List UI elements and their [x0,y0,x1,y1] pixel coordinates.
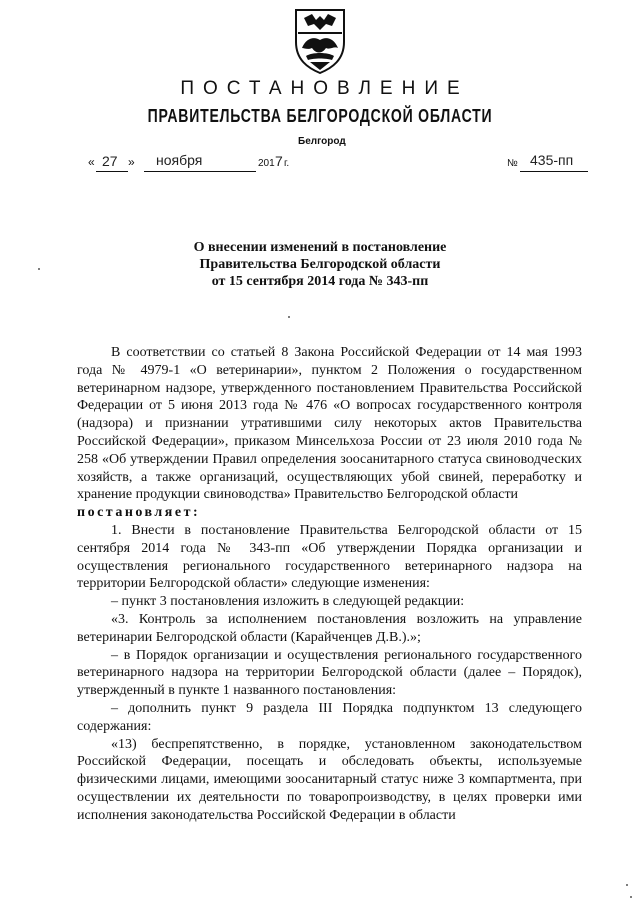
date-year-prefix: 201 [258,158,275,169]
date-close-quote: » [128,155,135,169]
date-day: 27 [102,153,118,169]
date-number-line [88,152,588,173]
scan-speck [288,316,290,318]
heading-line-3: от 15 сентября 2014 года № 343-пп [211,274,429,289]
amendment-section-3-paragraph: – дополнить пункт 9 раздела III Порядка подпунктом 13 следующего содержания: [77,700,582,734]
document-heading [0,239,640,290]
date-month: ноября [156,152,203,168]
scan-speck [630,896,632,898]
document-number: 435-пп [530,152,574,168]
subpoint-13-text: «13) беспрепятственно, в порядке, установленном законодательством Российской Федерации, посещать и обследовать объекты, используемые физическими лицами, имеющими зоосанитарный статус ниже 3 компартмента, при осуществлении их деятельности по товаропроизводству, в целях проверки ими исполнения законодательства Российской Федерации в области [77,736,582,823]
number-underline [520,171,588,172]
heading-line-2: Правительства Белгородской области [199,257,441,272]
document-type-title: ПОСТАНОВЛЕНИЕ [180,78,469,99]
amendment-procedure-paragraph: – в Порядок организации и осуществления регионального государственного ветеринарного надзора на территории Белгородской области (далее – Порядок), утвержденный в пункте 1 названного постановления: [77,647,582,699]
coat-of-arms-emblem [288,8,352,74]
resolves-word: постановляет: [77,505,201,521]
number-label: № [507,158,518,169]
preamble-paragraph: В соответствии со статьей 8 Закона Российской Федерации от 14 мая 1993 года № 4979-1 «О ветеринарии», пунктом 2 Положения о государственном ветеринарном надзоре, утвержденного постановлением Правительства Российской Федерации от 5 июня 2013 года № 476 «О вопросах государственного контроля (надзора) и признании утратившими силу некоторых актов Правительства Российской Федерации», приказом Минсельхоза России от 23 июля 2010 года № 258 «Об утверждении Правил определения зоосанитарного статуса свиноводческих хозяйств, а также организаций, осуществляющих убой свиней, переработку и хранение продукции свиноводства» Правительство Белгородской области [77,345,582,503]
date-open-quote: « [88,155,95,169]
date-year-suffix: г. [284,158,290,169]
document-body [77,344,582,825]
issuing-authority-title: ПРАВИТЕЛЬСТВА БЕЛГОРОДСКОЙ ОБЛАСТИ [147,106,493,126]
month-underline [144,171,256,172]
scan-speck [38,268,40,270]
point-3-new-text: «3. Контроль за исполнением постановления возложить на управление ветеринарии Белгородской области (Карайченцев Д.В.).»; [77,611,582,645]
day-underline [96,171,128,172]
scan-speck [626,884,628,886]
date-year-digit: 7 [275,153,283,169]
heading-line-1: О внесении изменений в постановление [193,240,447,255]
item-1-paragraph: 1. Внести в постановление Правительства Белгородской области от 15 сентября 2014 года № 343-пп «Об утверждении Порядка организации и осуществления регионального государственного ветеринарного надзора на территории Белгородской области» следующие изменения: [77,522,582,592]
city-label: Белгород [298,136,346,147]
amendment-point-3-paragraph: – пункт 3 постановления изложить в следующей редакции: [111,594,465,610]
